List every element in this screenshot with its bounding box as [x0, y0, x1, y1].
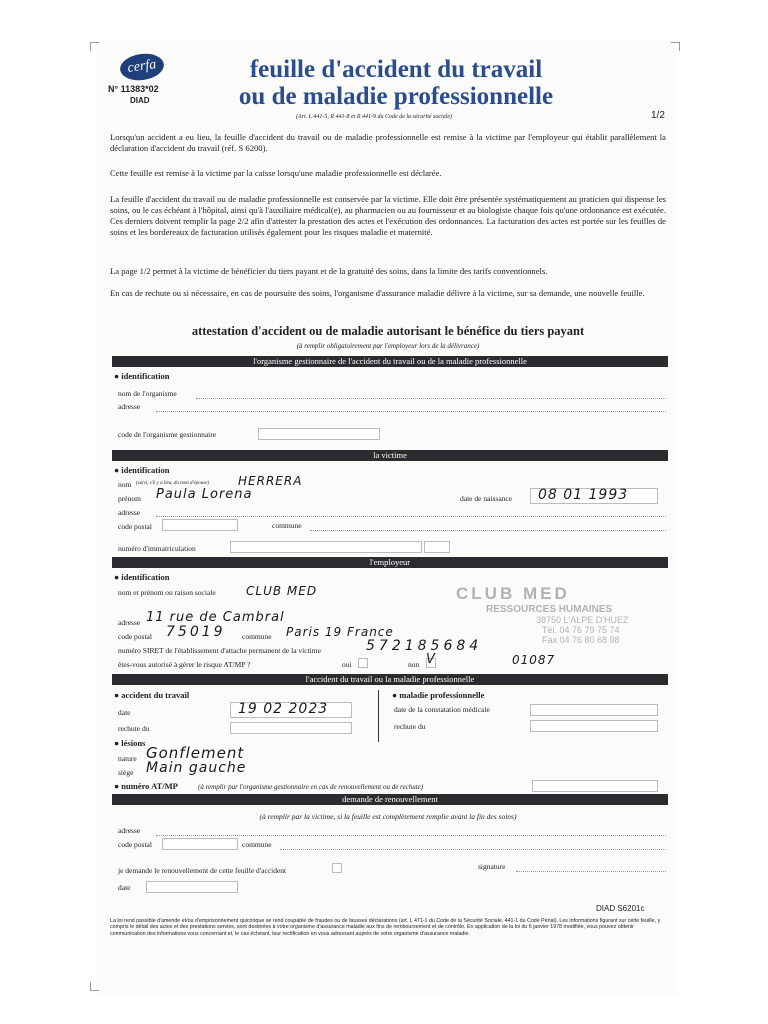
victime-address-field[interactable]: [156, 516, 666, 517]
victime-prenom-value[interactable]: Paula Lorena: [156, 487, 253, 502]
footer-legal-notice: La loi rend passible d'amende et/ou d'emprisonnement quiconque se rend coupable de fraudes ou de fausses déclarations (art. L 471-1 du Code de la Sécurité Sociale, 441-1 du Code Pénal). Les informations figurant sur cette feuille, y compris le détail des actes et des prestations servies, sont destinées à votre organisme d'assurance maladie aux fins de remboursement et de contrôle. En application de la loi du 6 janvier 1978 modifiée, vous pouvez obtenir communication des informations vous concernant et, le cas échéant, leur rectification en vous adressant auprès de votre organisme d'assurance maladie.: [110, 918, 661, 937]
victime-immat-label: numéro d'immatriculation: [118, 544, 196, 553]
renouvellement-signature-field[interactable]: [516, 871, 666, 872]
victime-address-label: adresse: [118, 508, 141, 517]
employeur-non-mark: V: [426, 652, 436, 667]
employeur-risk-label: êtes-vous autorisé à gérer le risque AT/MP ?: [118, 660, 251, 669]
organisme-code-field[interactable]: [258, 428, 380, 440]
employeur-commune-value[interactable]: Paris 19 France: [286, 625, 394, 639]
employeur-postal-value[interactable]: 75019: [166, 624, 226, 640]
victime-immat-key-field[interactable]: [424, 541, 450, 553]
lesions-siege-label: siège: [118, 768, 134, 777]
employeur-postal-label: code postal: [118, 632, 152, 641]
employeur-name-label: nom et prénom ou raison sociale: [118, 588, 216, 597]
renouvellement-postal-label: code postal: [118, 840, 152, 849]
employeur-oui-label: oui: [342, 660, 352, 669]
stamp-line-5: Fax 04 76 80 68 98: [542, 635, 620, 645]
maladie-constat-field[interactable]: [530, 704, 658, 716]
renouvellement-postal-field[interactable]: [162, 838, 238, 850]
document-code: DIAD S6201c: [596, 904, 645, 913]
intro-paragraph-3: La feuille d'accident du travail ou de maladie professionnelle est conservée par la victime. Elle doit être présentée systématiquement au praticien qui dispense les soins, ou le cas échéant à l'hôpital, ainsi qu'à l'auxiliaire médical(e), au pharmacien ou au fournisseur et au biologiste chaque fois qu'une ordonnance est exécutée. Ces derniers doivent remplir la page 2/2 afin d'attester la prestation des actes et l'exécution des ordonnances. La facturation des actes est portée sur les feuilles de soins et les bordereaux de facturation utilisés également pour les risques maladie et maternité.: [110, 194, 666, 237]
atmp-note: (à remplir par l'organisme gestionnaire en cas de renouvellement ou de rechute): [198, 783, 424, 791]
victime-prenom-label: prénom: [118, 494, 141, 503]
stamp-line-2: RESSOURCES HUMAINES: [486, 604, 613, 615]
attestation-title: attestation d'accident ou de maladie autorisant le bénéfice du tiers payant: [191, 324, 585, 338]
intro-paragraph-4: La page 1/2 permet à la victime de bénéficier du tiers payant et de la gratuité des soins, dans la limite des tarifs conventionnels.: [110, 266, 548, 276]
employeur-oui-checkbox[interactable]: [358, 658, 368, 668]
employeur-siret-value[interactable]: 572185684: [366, 638, 483, 654]
attestation-subtitle: (à remplir obligatoirement par l'employeur lors de la délivrance): [296, 342, 480, 350]
lesions-heading: ● lésions: [114, 738, 146, 748]
accident-date-value: 19 02 2023: [238, 701, 329, 717]
victime-postal-field[interactable]: [162, 519, 238, 531]
maladie-rechute-label: rechute du: [394, 722, 426, 731]
renouvellement-date-label: date: [118, 883, 131, 892]
title-line-1: feuille d'accident du travail: [249, 56, 543, 83]
victime-nom-value[interactable]: HERRERA: [238, 474, 303, 488]
victime-postal-label: code postal: [118, 522, 152, 531]
company-stamp: [456, 584, 666, 662]
organisme-name-field[interactable]: [196, 398, 666, 399]
accident-divider: [378, 690, 379, 742]
victime-dob-label: date de naissance: [460, 494, 513, 503]
accident-rechute-field[interactable]: [230, 722, 352, 734]
employeur-non-label: non: [408, 660, 420, 669]
victime-dob-value: 08 01 1993: [538, 487, 629, 503]
atmp-number-field[interactable]: [532, 780, 658, 792]
organisme-name-label: nom de l'organisme: [118, 389, 177, 398]
victime-commune-field[interactable]: [310, 530, 666, 531]
intro-paragraph-2: Cette feuille est remise à la victime par la caisse lorsqu'une maladie professionnelle est déclarée.: [110, 168, 442, 178]
employeur-address-value[interactable]: 11 rue de Cambral: [146, 610, 285, 625]
lesions-nature-label: nature: [118, 754, 137, 763]
renouvellement-date-field[interactable]: [146, 881, 238, 893]
organisme-code-label: code de l'organisme gestionnaire: [118, 430, 217, 439]
victime-commune-label: commune: [272, 521, 302, 530]
section-bar-accident: l'accident du travail ou la maladie professionnelle: [112, 674, 668, 685]
lesions-siege-value[interactable]: Main gauche: [146, 760, 247, 776]
renouvellement-request-checkbox[interactable]: [332, 863, 342, 873]
renouvellement-address-label: adresse: [118, 826, 141, 835]
victime-nom-note: (suivi, s'il y a lieu, du nom d'épouse): [136, 481, 210, 486]
renouvellement-address-field[interactable]: [156, 835, 666, 836]
employeur-address-label: adresse: [118, 618, 141, 627]
section-bar-victime: la victime: [112, 450, 668, 461]
form-number: N° 11383*02: [108, 84, 159, 94]
maladie-rechute-field[interactable]: [530, 720, 658, 732]
renouvellement-signature-label: signature: [478, 862, 506, 871]
legal-reference: (Art. L 441-5, R 441-8 et R 441-9 du Code de la sécurité sociale): [296, 114, 453, 120]
intro-paragraph-5: En cas de rechute ou si nécessaire, en cas de poursuite des soins, l'organisme d'assurance maladie délivre à la victime, sur sa demande, une nouvelle feuille.: [110, 288, 645, 298]
accident-travail-heading: ● accident du travail: [114, 690, 190, 700]
section-bar-renouvellement: demande de renouvellement: [112, 794, 668, 805]
employeur-siret-label: numéro SIRET de l'établissement d'attache permanent de la victime: [118, 646, 321, 655]
maladie-heading: ● maladie professionnelle: [392, 690, 485, 700]
lesions-nature-value[interactable]: Gonflement: [146, 744, 245, 762]
title-line-2: ou de maladie professionnelle: [238, 83, 554, 110]
stamp-line-1: CLUB MED: [456, 584, 570, 603]
renouvellement-commune-label: commune: [242, 840, 272, 849]
renouvellement-note: (à remplir par la victime, si la feuille est complètement remplie avant la fin des soins): [259, 812, 517, 821]
stamp-line-3: 38750 L'ALPE D'HUEZ: [536, 615, 629, 625]
employeur-identification-heading: ● identification: [114, 572, 170, 582]
intro-paragraph-1: Lorsqu'un accident a eu lieu, la feuille d'accident du travail ou de maladie professionnelle est remise à la victime par l'employeur qui établit parallèlement la déclaration d'accident du travail (réf. S 6200).: [110, 132, 666, 153]
renouvellement-request-label: je demande le renouvellement de cette feuille d'accident: [118, 866, 287, 875]
form-page: [96, 40, 676, 995]
organisme-identification-heading: ● identification: [114, 371, 170, 381]
cerfa-logo: cerfa: [118, 51, 165, 83]
section-bar-employeur: l'employeur: [112, 557, 668, 568]
renouvellement-commune-field[interactable]: [280, 849, 666, 850]
atmp-heading: ● numéro AT/MP: [114, 781, 178, 791]
accident-rechute-label: rechute du: [118, 724, 150, 733]
page-number: 1/2: [651, 110, 665, 121]
employeur-siret-suffix[interactable]: 01087: [512, 653, 556, 667]
employeur-commune-label: commune: [242, 632, 272, 641]
form-code: DIAD: [130, 96, 150, 105]
victime-immat-field[interactable]: [230, 541, 422, 553]
section-bar-organisme: l'organisme gestionnaire de l'accident du travail ou de la maladie professionnelle: [112, 356, 668, 367]
organisme-address-label: adresse: [118, 402, 141, 411]
employeur-name-value[interactable]: CLUB MED: [246, 584, 318, 598]
victime-nom-label: nom: [118, 480, 132, 489]
stamp-line-4: Tél. 04 76 79 75 74: [542, 625, 620, 635]
victime-identification-heading: ● identification: [114, 465, 170, 475]
accident-date-label: date: [118, 708, 131, 717]
organisme-address-field[interactable]: [156, 411, 666, 412]
maladie-constat-label: date de la constatation médicale: [394, 705, 490, 714]
page-title: [216, 56, 576, 110]
